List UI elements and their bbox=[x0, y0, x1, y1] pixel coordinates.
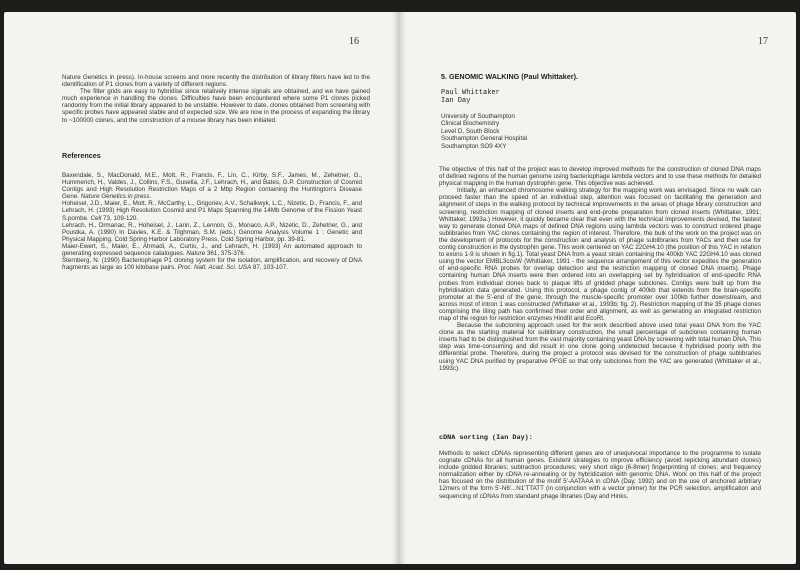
references-heading: References bbox=[62, 151, 101, 160]
address-line: Southampton SO9 4XY bbox=[441, 142, 507, 150]
page-number-right: 17 bbox=[758, 36, 768, 47]
cdna-section-title: cDNA sorting (Ian Day): bbox=[439, 434, 533, 442]
cdna-body bbox=[439, 450, 761, 500]
genomic-walking-body bbox=[439, 166, 761, 372]
methods-paragraph: Methods to select cDNAs representing different genes are of unequivocal importance to the programme to isolate cognate cDNAs for all human genes. Existent strategies to improve efficiency (avoid repicking abundant clones) include gridded libraries; subtraction procedures; very short oligo (6-8mer) fingerprinting of clones; and frequency normalization either by cDNA re-annealing or by hybridization with genomic DNA. Work on this half of the project has focused on the distribution of the motif 5'-AATAAA in cDNA (Day, 1992) and on the use of anchored arbitrary 12mers of the form 5'-N6'...N1'TTATT (in conjunction with a vector primer) for the PCR selection, amplification and sequencing of cDNAs from standard phage libraries (Day and Hinks, bbox=[439, 450, 761, 500]
address-line: Southampton General Hospital bbox=[441, 135, 528, 143]
address-line: Level D, South Block bbox=[441, 127, 500, 135]
author-primary: Paul Whittaker bbox=[441, 89, 500, 97]
objective-paragraph: The objective of this half of the project was to develop improved methods for the construction of cloned DNA maps of defined regions of the human genome using bacteriophage lambda vectors and to use these methods for detailed physical mapping in the human dystrophin gene. This objective was achieved. bbox=[439, 166, 761, 188]
page-number-left: 16 bbox=[349, 36, 359, 47]
reference-item: Maier-Ewert, S., Maier, E., Ahmadi, A., Curtis, J., and Lehrach, H. (1993) An automated approach to generating expressed sequence catalogues. Nature 361, 375-376. bbox=[62, 242, 362, 258]
author-secondary: Ian Day bbox=[441, 97, 471, 105]
references-list bbox=[62, 172, 362, 271]
reference-item: Sternberg, N. (1990) Bacteriophage P1 cloning system for the isolation, amplification, and recovery of DNA fragments as large as 100 kilobase pairs. Proc. Natl. Acad. Sci. USA 87, 103-107. bbox=[62, 257, 362, 272]
author-address bbox=[441, 113, 527, 150]
section-title: 5. GENOMIC WALKING (Paul Whittaker). bbox=[441, 72, 578, 81]
left-page bbox=[4, 12, 398, 564]
initially-paragraph: Initially, an enhanced chromosome walking strategy for the mapping work was envisaged. Since no walk can proceed faster than the speed of an individual step, attention was focused on facilitating the generation and alignment of steps in the walking protocol by technical improvements in the areas of phage library construction and screening, restriction mapping of cloned inserts and end-probe preparation from cloned inserts (Whittaker, 1991; Whittaker, 1993a.) However, it quickly became clear that even with the technical improvements devised, the fastest way to generate cloned DNA maps of defined DNA regions using lambda vectors was to construct ordered phage sublibraries from YAC clones containing the region of interest. Therefore, the bulk of the work on the project was on the development of protocols for the construction and analysis of phage sublibraries from YACs and their use for contig construction in the dystrophin gene. This work centered on YAC 22GH4.10 (the position of this YAC in relation to exons 1-9 is shown in fig.1). Total yeast DNA from a yeast strain containing the 400kb YAC 22GH4.10 was cloned using the vector EMBL3cosW (Whittaker, 1991 - the sequence arrangement of this vector expedites the generation of end-specific RNA probes for overlap detection and the restriction mapping of cloned DNA inserts). Phage containing human DNA inserts were then ordered into an overlapping set by hybridisation of end-specific RNA probes from individual clones back to plaque lifts of gridded phage subclones. Contigs were built up from the hybridisation data generated. Using this protocol, a phage contig of 400kb that extends from the brain-specific promoter at the 5'-end of the gene, through the muscle-specific promoter over 100kb further downstream, and across most of intron 1 was constructed (Whittaker et al., 1993b; fig. 2). Restriction mapping of the 35 phage clones comprising the tiling path has confirmed their order and alignment, as well as generating an integrated restriction map of the region for restriction enzymes HindIII and EcoRI. bbox=[439, 187, 761, 322]
reference-item: Baxendale, S., MacDonald, M.E., Mott, R., Francis, F., Lin, C., Kirby, S.F., James, M., Zehetner, G., Hummerich, H., Valdes, J., Collins, F.S., Gusella, J.F., Lehrach, H., and Bates, G.P. Construction of Cosmid Contigs and High Resolution Restriction Maps of a 2 Mbp Region containing the Huntington's Disease Gene. Nature Genetics in press. bbox=[62, 172, 362, 201]
book-gutter bbox=[392, 12, 406, 564]
address-line: Clinical Biochemistry bbox=[441, 120, 500, 128]
intro-paragraph-1: Nature Genetics in press). In-house screens and more recently the distribution of library filters have led to the identification of P1 clones from a variety of different regions. bbox=[62, 74, 370, 89]
right-page bbox=[400, 12, 796, 564]
intro-text bbox=[62, 74, 370, 124]
address-line: University of Southampton bbox=[441, 113, 515, 120]
intro-paragraph-2: The filter grids are easy to hybridise since relatively intense signals are obtained, and we have gained much experience in handling the clones. Difficulties have been encountered where some P1 clones picked randomly from the initial library appeared to be unstable. However to date, clones obtained from screening with specific probes have appeared stable and of expected size. We are now in the process of expanding the library to ~100000 clones, and the construction of a mouse library has been initiated. bbox=[62, 88, 370, 124]
reference-item: Hoheisel, J.D., Maier, E., Mott, R., McCarthy, L., Grigoriev, A.V., Schalkwyk, L.C., Nizetic, D., Francis, F., and Lehrach, H. (1993) High Resolution Cosmid and P1 Maps Spanning the 14Mb Genome of the Fission Yeast S.pombe. Cell 73, 109-120. bbox=[62, 200, 362, 222]
subcloning-paragraph: Because the subcloning approach used for the work described above used total yeast DNA from the YAC clone as the starting material for sublibrary construction, the small percentage of subclones containing human inserts had to be distinguished from the vast majority containing yeast DNA by screening with total human DNA. This step was time-consuming and did result in one clone going undetected because it hybridised poorly with the differential probe. Therefore, during the project a protocol was devised for the construction of phage sublibraries using YAC DNA purified by preparative PFGE so that only subclones from the YAC are generated (Whittaker et al., 1993c). bbox=[439, 322, 761, 372]
reference-item: Lehrach, H., Drmanac, R., Hoheisel, J., Larin, Z., Lennon, G., Monaco, A.P., Nizetic, D., Zehetner, G., and Poustka, A. (1990) In Davies, K.E. & Tilghman, S.M. (eds.) Genome Analysis Volume 1 : Genetic and Physical Mapping. Cold Spring Harbor Laboratory Press, Cold Spring Harbor, pp. 39-81. bbox=[62, 221, 362, 243]
